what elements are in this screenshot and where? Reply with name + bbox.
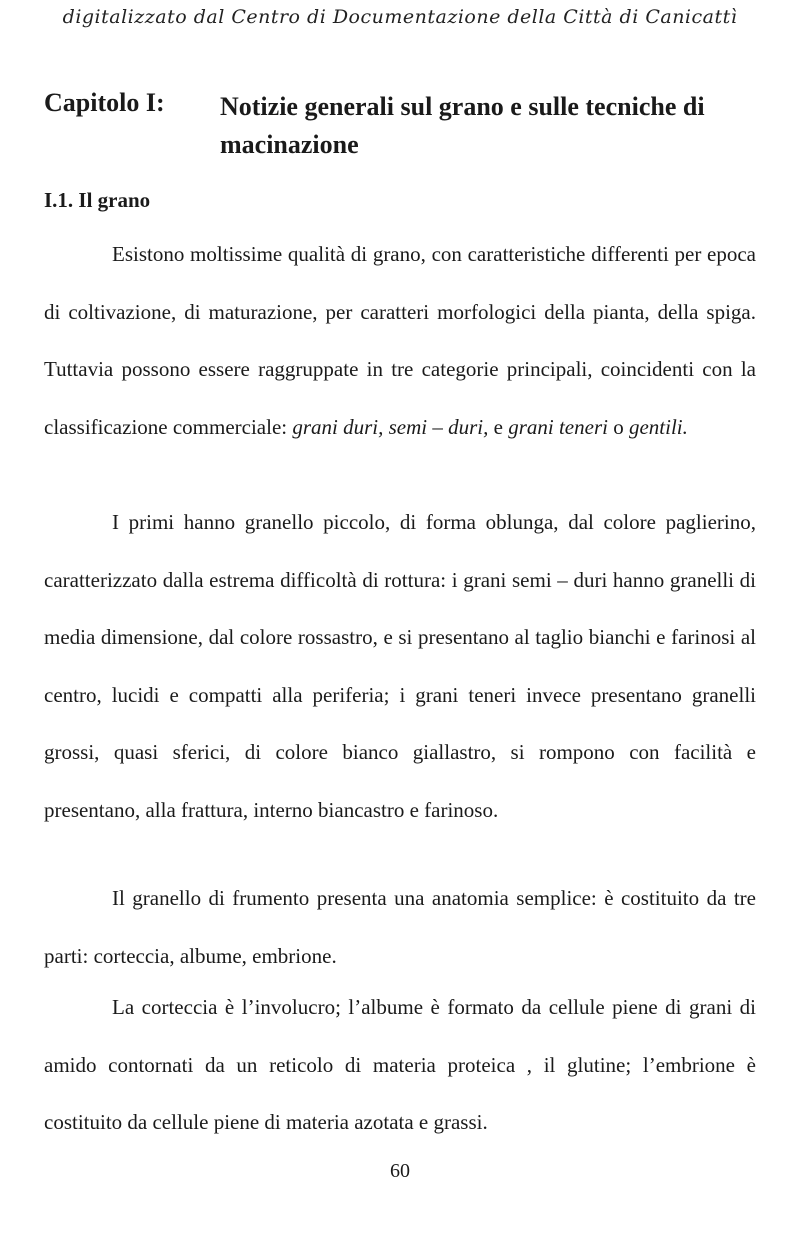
paragraph-2-text: I primi hanno granello piccolo, di forma oblunga, dal colore paglierino, caratterizzato dalla estrema difficoltà di rottura: i grani semi – duri hanno granelli di media dimensione, dal colore rossastro, e si presentano al taglio bianchi e farinosi al centro, lucidi e compatti alla periferia; i grani teneri invece presentano granelli grossi, quasi sferici, di colore bianco giallastro, si rompono con facilità e presentano, alla frattura, interno biancastro e farinoso. [44,510,756,822]
paragraph-1-text-3: o [607,414,629,439]
paragraph-2 [44,494,756,839]
paragraph-3-text: Il granello di frumento presenta una anatomia semplice: è costituito da tre parti: corteccia, albume, embrione. [44,886,756,968]
paragraph-3 [44,870,756,985]
page-number: 60 [390,1160,410,1182]
paragraph-1-text: Esistono moltissime qualità di grano, con caratteristiche differenti per epoca di coltivazione, di maturazione, per caratteri morfologici della pianta, della spiga. Tuttavia possono essere raggruppate in tre categorie principali, coincidenti con la classificazione commerciale: [44,242,756,439]
chapter-title: Notizie generali sul grano e sulle tecniche di macinazione [220,92,705,159]
paragraph-1-text-2: e [488,414,509,439]
paragraph-1-italic-1: grani duri, semi – duri, [292,414,489,439]
paragraph-4-text: La corteccia è l’involucro; l’albume è formato da cellule piene di grani di amido contornati da un reticolo di materia proteica , il glutine; l’embrione è costituito da cellule piene di materia azotata e grassi. [44,995,756,1134]
paragraph-1-italic-2: grani teneri [508,414,608,439]
watermark-header: digitalizzato dal Centro di Documentazione della Città di Canicattì [62,6,738,28]
paragraph-4 [44,979,756,1152]
section-heading: I.1. Il grano [44,188,151,212]
chapter-label: Capitolo I: [44,88,165,117]
paragraph-1 [44,226,756,456]
paragraph-1-italic-3: gentili. [628,414,688,439]
